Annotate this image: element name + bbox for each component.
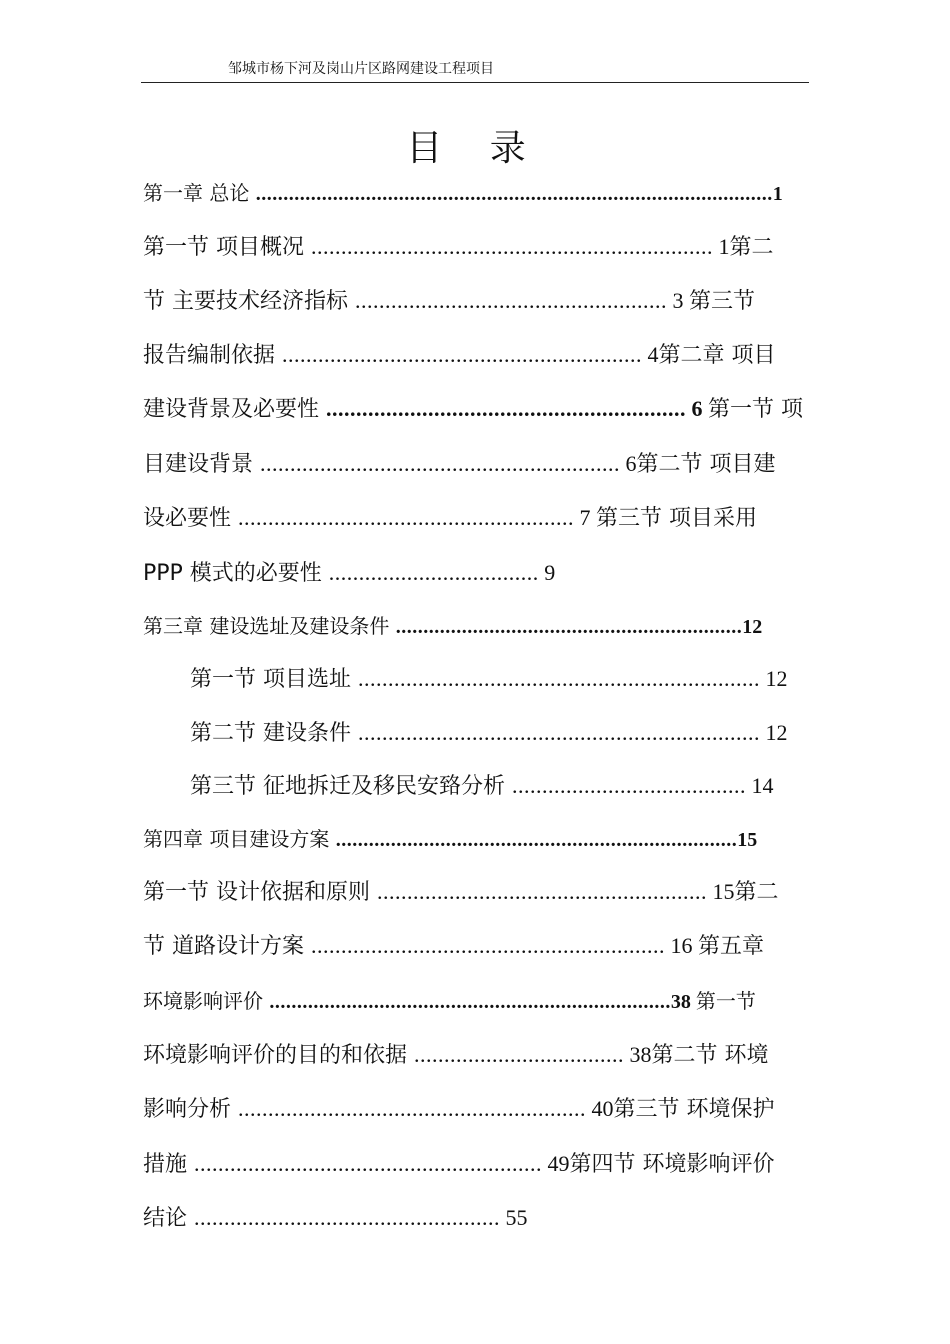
- toc-line[interactable]: 报告编制依据 ............................................................ 4第二章 项目: [143, 342, 776, 368]
- toc-line[interactable]: 第三节 征地拆迁及移民安臵分析 ....................................... 14: [190, 773, 774, 799]
- toc-line[interactable]: 环境影响评价 .........................................................................38 第一节: [143, 989, 756, 1013]
- toc-line[interactable]: 节 主要技术经济指标 .................................................... 3 第三节: [143, 288, 756, 314]
- toc-line[interactable]: 影响分析 .......................................................... 40第三节 环境保护: [143, 1096, 775, 1122]
- header-rule: [141, 82, 809, 83]
- header-text: 邹城市杨下河及岗山片区路网建设工程项目: [228, 61, 494, 77]
- toc-line[interactable]: 第三章 建设选址及建设条件 ...............................................................12: [143, 614, 763, 638]
- toc-line[interactable]: 第一节 项目概况 ................................................................... 1第二: [143, 234, 774, 260]
- toc-line[interactable]: 节 道路设计方案 ........................................................... 16 第五章: [143, 933, 765, 959]
- toc-line[interactable]: PPP 模式的必要性 ................................... 9: [143, 560, 556, 586]
- toc-line[interactable]: 第二节 建设条件 ................................................................... 12: [190, 720, 788, 746]
- toc-line[interactable]: 第四章 项目建设方案 .........................................................................15: [143, 827, 758, 851]
- toc-line[interactable]: 建设背景及必要性 ............................................................ 6 第一节 项: [143, 396, 803, 422]
- toc-line[interactable]: 第一章 总论 ..............................................................................................1: [143, 181, 783, 205]
- toc-title: 目 录: [406, 128, 544, 169]
- toc-line[interactable]: 第一节 项目选址 ................................................................... 12: [190, 666, 788, 692]
- toc-line[interactable]: 措施 .......................................................... 49第四节 环境影响评价: [143, 1151, 775, 1177]
- toc-line[interactable]: 环境影响评价的目的和依据 ................................... 38第二节 环境: [143, 1042, 769, 1068]
- toc-line[interactable]: 结论 ................................................... 55: [143, 1205, 528, 1231]
- toc-line[interactable]: 第一节 设计依据和原则 ....................................................... 15第二: [143, 879, 779, 905]
- toc-line[interactable]: 设必要性 ........................................................ 7 第三节 项目采用: [143, 505, 757, 531]
- toc-line[interactable]: 目建设背景 ............................................................ 6第二节 项目建: [143, 451, 776, 477]
